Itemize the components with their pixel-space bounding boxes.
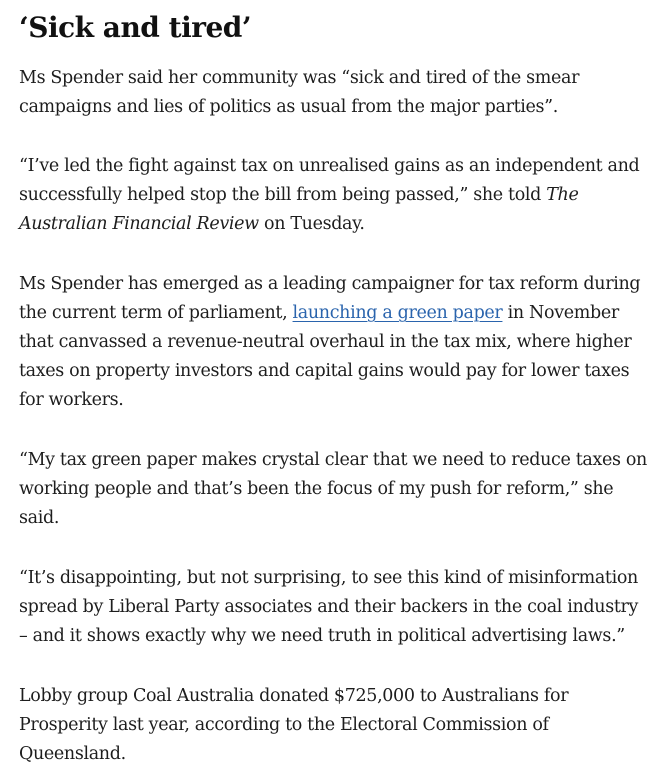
paragraph-5: “It’s disappointing, but not surprising, to see this kind of misinformation spread by Liberal Party associates and their backers in the coal industry – and it shows exactly why we need truth in political advertising laws.” bbox=[19, 568, 639, 646]
paragraph-2 bbox=[19, 152, 649, 239]
paragraph-3 bbox=[19, 270, 649, 415]
section-heading: ‘Sick and tired’ bbox=[19, 11, 252, 44]
publication-name: The Australian Financial Review bbox=[19, 185, 579, 234]
paragraph-4: “My tax green paper makes crystal clear that we need to reduce taxes on working people and that’s been the focus of my push for reform,” she said. bbox=[19, 450, 647, 528]
paragraph-3-text-end: in November that canvassed a revenue-neutral overhaul in the tax mix, where higher taxes on property investors and capital gains would pay for lower taxes for workers. bbox=[19, 303, 632, 410]
paragraph-2-text-end: on Tuesday. bbox=[258, 214, 365, 234]
paragraph-3-text-start: Ms Spender has emerged as a leading campaigner for tax reform during the current term of parliament, bbox=[19, 274, 641, 323]
article-body bbox=[19, 0, 649, 769]
paragraph-6: Lobby group Coal Australia donated $725,000 to Australians for Prosperity last year, according to the Electoral Commission of Queensland. bbox=[19, 686, 569, 764]
green-paper-link[interactable]: launching a green paper bbox=[292, 303, 503, 323]
paragraph-2-text-start: “I’ve led the fight against tax on unrealised gains as an independent and successfully helped stop the bill from being passed,” she told bbox=[19, 156, 640, 205]
paragraph-1: Ms Spender said her community was “sick and tired of the smear campaigns and lies of politics as usual from the major parties”. bbox=[19, 68, 580, 117]
